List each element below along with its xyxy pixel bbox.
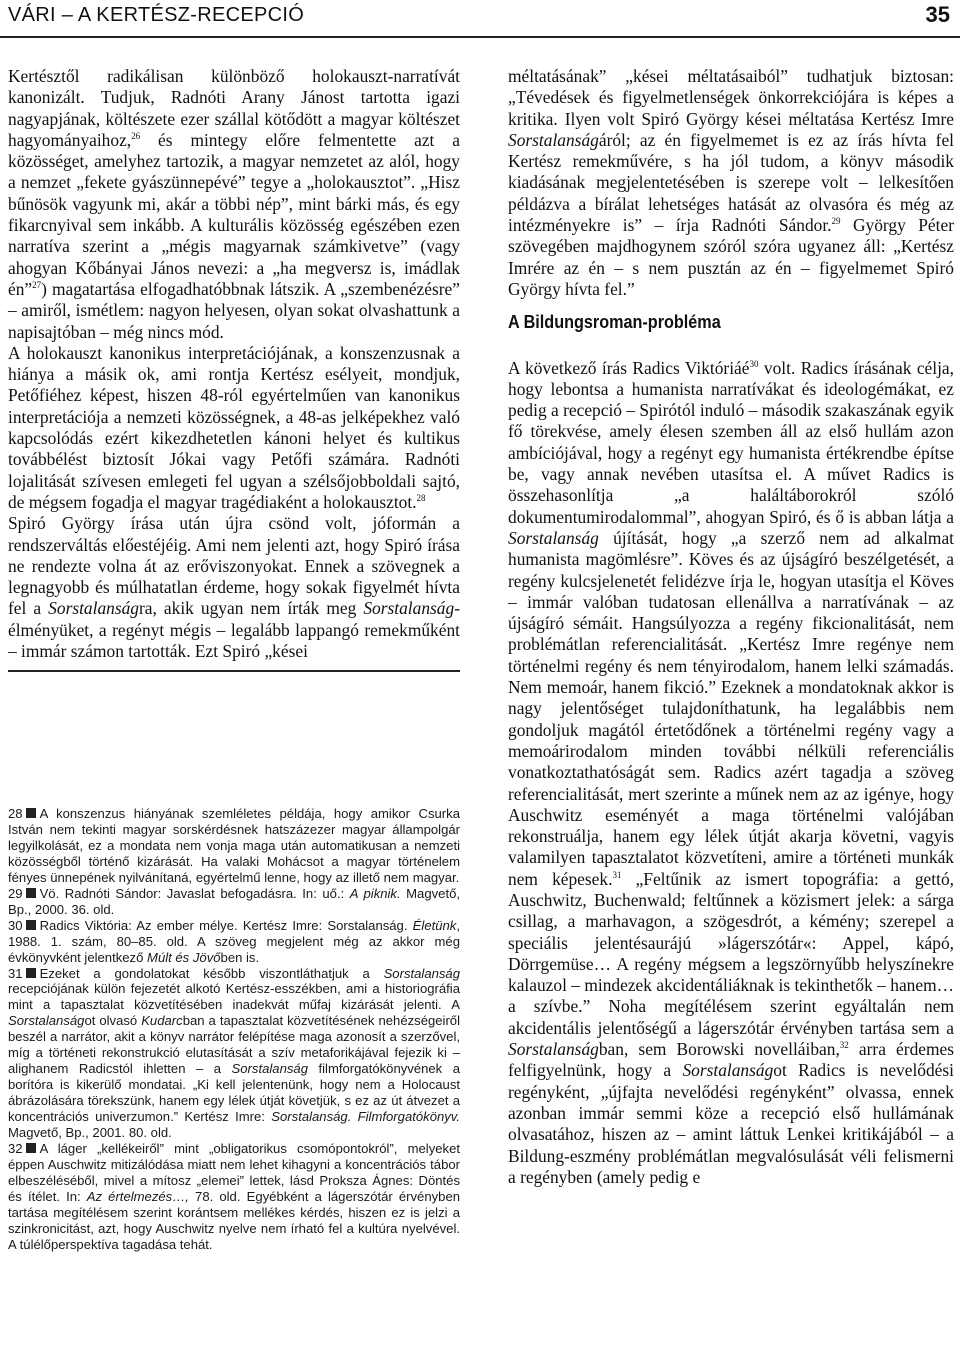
italic-title: Sorstalanság xyxy=(682,1060,774,1081)
paragraph xyxy=(8,343,460,513)
italic-title: A piknik. xyxy=(349,885,401,901)
text-run: ) magatartása elfogadhatóbbnak látszik. A „szembenézésre” – amiről, ismétlem: nagyon helyesen, olyan sokat olvashattunk a napisajtóban – még nincs mód. xyxy=(8,278,460,342)
footnote-text: Ezeket a gondolatokat később viszontláthatjuk a xyxy=(39,965,384,981)
square-bullet-icon xyxy=(26,1143,36,1153)
text-run: ra, akik ugyan nem írták meg xyxy=(139,598,364,619)
text-run: ot Radics is nevelődési regényként, „újfajta nevelődési regényként” olvassa, ennek azonban immár semmi köze a recepció első hullámának olvasatához, hiszen az – amint láttuk Lenkei kritikájából – a Bildung-eszmény problémátlan megvalósulását véli felismerni a regényben (amely pedig e xyxy=(508,1060,955,1187)
footnote-29 xyxy=(8,886,460,918)
italic-title: Sorstalanság. Filmforgatókönyv. xyxy=(271,1109,461,1125)
footnote-31 xyxy=(8,966,460,1141)
paragraph xyxy=(8,66,460,343)
footnote-text: ben is. xyxy=(220,949,260,965)
running-title: VÁRI – A KERTÉSZ-RECEPCIÓ xyxy=(8,4,305,26)
italic-title: Sorstalanság xyxy=(383,965,460,981)
square-bullet-icon xyxy=(26,808,36,818)
text-run: volt. Radics írásának célja, hogy lebontsa a humanista narratívákat és ideologémákat, ez pedig a recepció – Spirótól induló – második szakaszának egyik fő törekvése, amely élesen szemben áll az első hullám azon ambíciójával, hogy a regényt egy humanista értékrendbe építse be, vagy annak nevében utasítsa el. A művet Radics is összehasonlítja „a haláltáborokról szóló dokumentumirodalommal”, ahogyan Spiró, és ő is abban látja a xyxy=(508,357,954,527)
footnote-text: A konszenzus hiányának szemléletes példája, hogy amikor Csurka István nem tekinti magyar sorskérdésnek hatszázezer magyar állampolgár legyilkolását, ez a mondata nem vonja maga után automatikusan a nemzeti közösségből történő kizárását. Ha valaki Mohácsot a magyar történelem fényes ünnepének nyilvánítaná, egyértelmű lenne, hogy az illető nem magyar. xyxy=(8,806,460,885)
text-run: „Feltűnik az ismert topográfia: a gettó, Auschwitz, Buchenwald; feltűnnek a közismert jelek: a sárga csillag, a marhavagon, a szögesdrót, a kémény; szerepel a speciális jelentésaurájú »lágerszótár«: Appel, kápó, Dörrgemüse… A regény mégsem a legszörnyűbb helyszínekre kalauzol – mindezek akcidentáliáknak is tekinthetők – hanem… a szívbe.” Noha megítélésem szerint egyáltalán nem akcidentális jelentőségű a lágerszótár érvényben tartása sem a xyxy=(508,868,954,1038)
text-run: A holokauszt kanonikus interpretációjának, a konszenzusnak a hiánya a másik ok, ami rontja Kertész esélyeit, mondjuk, Petőfiéhez képest, hiszen 48-ról egyértelműen van kanonikus interpretációja a nemzeti közösségnek, a 48-as jelképekhez való kapcsolódás ezért kikezdhetetlen kánoni helyet és kultikus továbbélést biztosít Jókai vagy Petőfi számára. Radnóti lojalitását szívesen emlegeti fel ugyan a szélsőjobboldali sajtó, de mégsem fogadja el magyar tragédiaként a holokausztot. xyxy=(8,342,460,512)
italic-title: Sorstalanság xyxy=(508,1039,599,1060)
paragraph xyxy=(508,66,954,300)
footnote-text: recepciójának külön fejezetét alkotó Kertész-esszékben, ami a historiográfia mint a tapasztalat közvetítésében inadekvát műfaj kizárását jelenti. A xyxy=(8,981,460,1013)
footnote-text: filmforgatókönyvének a borítóra is kikerülő mondatai. „Ki kell jelentenünk, hogy nem a Holocaust ábrázolására törekszünk, hanem egy lélek útját követjük, s ez az út átvezet a koncentrációs univerzumon.” Kertész Imre: xyxy=(8,1061,460,1125)
text-run: arra érdemes felfigyelnünk, hogy a xyxy=(508,1039,954,1081)
footnote-text: ban a tapasztalat közvetítésének nehézségeiről beszél a narrátor, akit a könyv narrátor felépítése maga azonosít a szerzővel, míg a történeti rekonstrukció elutasítását a szív metaforikájával fejezik ki – alighanem Radicstól ihletten – a xyxy=(8,1013,460,1077)
footnote-number: 29 xyxy=(8,885,23,901)
italic-title: Sorstalanság xyxy=(508,527,599,548)
italic-title: Sorstalanság xyxy=(508,129,599,150)
footnote-ref: 27 xyxy=(32,280,42,291)
footnote-text: 78. old. Egyébként a lágerszótár érvényben tartása megítélésem szerint korántsem mellékes kérdés, hiszen ez is jelzi a szinkronicitást, azt, hogy Auschwitz nyelve nem írható fel a kultúra nyelvével. A túlélőperspektíva tagadása tehát. xyxy=(8,1188,461,1252)
text-run: és mintegy előre felmentette azt a közösséget, amelyhez tartozik, a magyar nemzetet az alól, hogy a nemzet „fekete gyászünnepévé” tegye a „holokausztot”. „Hisz bűnösök vagyunk mi, akár a többi nép”, mint bárki más, és egy fikarcnyival sem inkább. A kulturális közösség egészében ezen narratíva szerint a „mégis magyarnak számkivetve” (vagy ahogyan Kőbányai János nevezi: a „ha megversz is, imádlak én” xyxy=(8,129,460,299)
text-run: újítását, hogy „a szerző nem ad alkalmat humanista magömlésre”. Köves és az újságíró beszélgetését, a regény kulcsjelenetét felidézve írja le, hogyan utasítja el Köves – immár valóban tudatosan ellenállva a narratívának – az újságíró sémáit. Hangsúlyozza a regény fikcionalitását, nem problémátlan referencialitását. „Kertész Imre regénye nem történelmi regény és nem tényirodalom, hanem lelki számadás. Nem memoár, hanem fikció.” Ezeknek a mondatoknak akkor is nagy jelentőséget tulajdoníthatunk, ha legalábbis nem gondoljuk magától értetődőnek a történelmi regény vagy a memoárirodalom minden további nélküli referenciális vonatkoztathatóságát sem. Radics azért tagadja a szöveg referencialitását, mert szerinte a műnek nem az az igénye, hogy Auschwitz eseményét a maga történelmi valójában rekonstruálja, hanem egy lélek útját akarja követni, vagyis valamilyen tapasztalatot közvetíteni, amire a történeti munkák nem képesek. xyxy=(508,527,954,889)
footnote-number: 30 xyxy=(8,917,23,933)
italic-title: Az értelmezés…, xyxy=(86,1188,189,1204)
footnote-ref: 26 xyxy=(131,131,141,142)
page-number: 35 xyxy=(925,2,950,27)
footnote-text: Vö. Radnóti Sándor: Javaslat befogadásra. In: uő.: xyxy=(39,885,350,901)
paragraph xyxy=(8,513,460,662)
italic-title: Sorstalanság xyxy=(8,1013,85,1029)
square-bullet-icon xyxy=(26,888,36,898)
section-heading: A Bildungsroman-probléma xyxy=(508,312,721,333)
footnotes xyxy=(8,806,460,1253)
text-run: ban, sem Borowski novelláiban, xyxy=(598,1039,840,1060)
text-run: A következő írás Radics Viktóriáé xyxy=(508,357,750,378)
footnote-32 xyxy=(8,1141,460,1253)
footnote-ref: 28 xyxy=(416,493,426,504)
italic-title: Múlt és Jövő xyxy=(147,949,221,965)
italic-title: Sorstalanság xyxy=(363,598,455,619)
footnote-number: 32 xyxy=(8,1141,23,1157)
text-run: méltatásának” „kései méltatásaiból” tudhatjuk biztosan: „Tévedések és figyelmetlenségek önkorrekciójára is képes a kritika. Ilyen volt Spiró György kései méltatása Kertész Imre xyxy=(508,66,954,129)
footnote-text: Radics Viktória: Az ember mélye. Kertész Imre: Sorstalanság. xyxy=(39,917,413,933)
text-run: -élményüket, a regényt mégis – legalább lappangó remekműként – immár számon tartották. Ezt Spiró „kései xyxy=(8,598,460,662)
footnote-divider xyxy=(8,670,460,672)
page-header xyxy=(0,0,960,38)
paragraph xyxy=(508,358,954,1189)
square-bullet-icon xyxy=(26,968,36,978)
text-run: Spiró György írása után újra csönd volt, jóformán a rendszerváltás előestéjéig. Ami nem jelenti azt, hogy Spiró írása ne rendezte volna át az erőviszonyokat. Ennek a szövegnek a legnagyobb és múlhatatlan érdeme, hogy sokak figyelmét hívta fel a xyxy=(8,513,460,619)
text-run: Kertésztől radikálisan különböző holokauszt-narratívát kanonizált. Tudjuk, Radnóti Arany Jánost tartotta igazi nagyapjának, költészete ezer szállal kötődött a magyar költészet hagyományaihoz, xyxy=(8,66,460,150)
text-run: áról; az én figyelmemet is ez az írás hívta fel Kertész remekművére, s ha jól tudom, a könyv második kiadásának megjelentetésében is szerepe volt – lelkesítően példázva a bírálat lehetséges hatását az olvasóra és még az intézményekre is” – írja Radnóti Sándor. xyxy=(508,129,954,236)
footnote-text: ot olvasó xyxy=(84,1013,142,1029)
left-column xyxy=(8,66,460,678)
footnote-number: 28 xyxy=(8,806,23,821)
footnote-ref: 30 xyxy=(749,358,759,369)
footnote-ref: 31 xyxy=(612,869,622,880)
italic-title: Életünk xyxy=(412,917,457,933)
footnote-ref: 32 xyxy=(839,1040,849,1051)
footnote-text: Magvető, Bp., 2000. 36. old. xyxy=(8,885,461,917)
right-column xyxy=(508,66,954,1188)
text-run: György Péter szövegében majdhogynem szóról szóra ugyanez áll: „Kertész Imrére az én – s nem pusztán az én – figyelmemet Spiró György hívta fel.” xyxy=(508,215,954,299)
footnote-text: Magvető, Bp., 2001. 80. old. xyxy=(8,1125,172,1141)
footnote-ref: 29 xyxy=(831,216,841,227)
footnote-number: 31 xyxy=(8,965,23,981)
footnote-text: , 1988. 1. szám, 80–85. old. A szöveg megjelent még az akkor még évkönyvként jelentkező xyxy=(8,917,460,965)
footnote-30 xyxy=(8,918,460,966)
footnote-text: A láger „kellékeiről” mint „obligatorikus csomópontokról”, melyeket éppen Auschwitz mitizálódása miatt nem lehet kihagyni a koncentrációs tábor elbeszéléséből, mivel a mítosz „elemei” lettek, lásd Proksza Ágnes: Döntés és ítélet. In: xyxy=(8,1141,460,1204)
italic-title: Kudarc xyxy=(141,1013,183,1029)
italic-title: Sorstalanság xyxy=(231,1061,308,1077)
italic-title: Sorstalanság xyxy=(48,598,140,619)
square-bullet-icon xyxy=(26,920,36,930)
footnote-28 xyxy=(8,806,460,886)
